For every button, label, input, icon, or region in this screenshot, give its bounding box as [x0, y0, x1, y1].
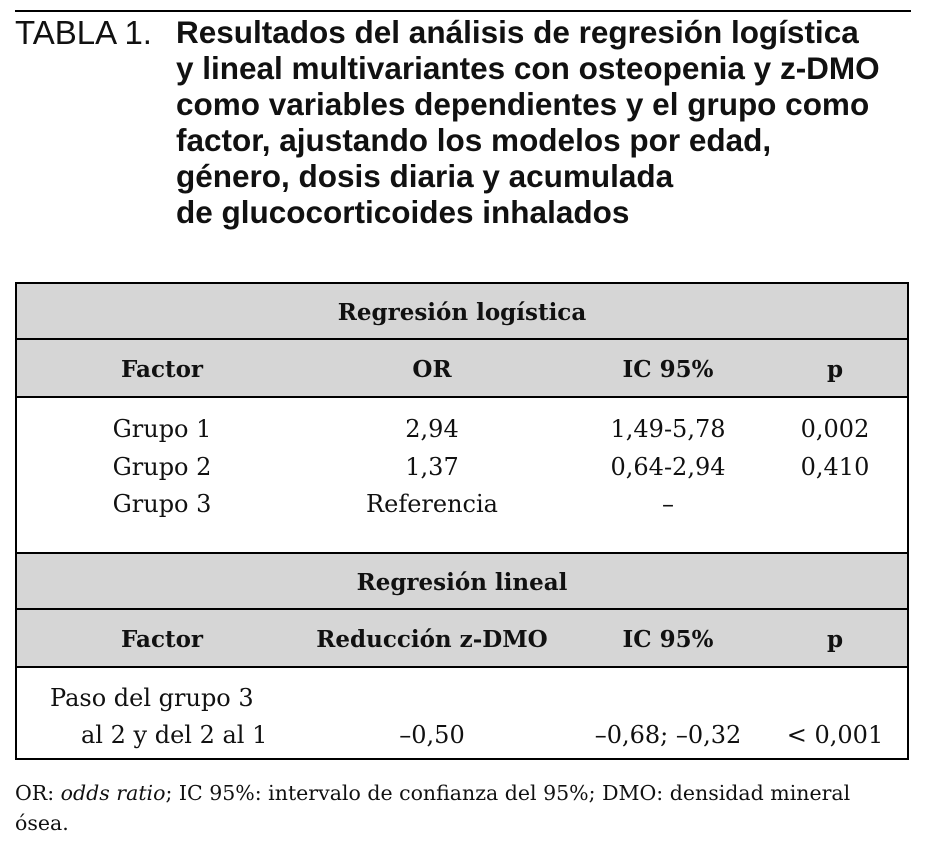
col-header-factor: Factor [120, 356, 204, 383]
linear-row-factor-line1: Paso del grupo 3 [50, 684, 254, 712]
caption-title [176, 14, 916, 230]
logistic-row-1-p: 0,002 [800, 415, 870, 443]
divider [17, 396, 907, 398]
logistic-row-2-factor: Grupo 2 [112, 453, 212, 481]
top-rule [15, 10, 911, 12]
logistic-row-2-ic: 0,64-2,94 [610, 453, 726, 481]
logistic-row-1-or: 2,94 [405, 415, 459, 443]
caption-title-line: Resultados del análisis de regresión logística [176, 14, 859, 50]
logistic-row-1-ic: 1,49-5,78 [610, 415, 726, 443]
footnote-text: ; IC 95%: intervalo de confianza del 95%; DMO: densidad mineral [165, 781, 851, 805]
caption-title-line: como variables dependientes y el grupo como [176, 86, 870, 122]
logistic-row-3-or: Referencia [366, 490, 498, 518]
col-header-or: OR [412, 356, 452, 383]
logistic-section-title: Regresión logística [337, 299, 587, 326]
caption-title-line: y lineal multivariantes con osteopenia y z-DMO [176, 50, 880, 86]
divider [17, 338, 907, 340]
linear-row-ic: –0,68; –0,32 [594, 721, 742, 749]
linear-row-factor-line2: al 2 y del 2 al 1 [81, 721, 268, 749]
caption-label: TABLA 1. [15, 14, 152, 51]
caption-title-line: género, dosis diaria y acumulada [176, 158, 674, 194]
footnote-line-1 [15, 778, 915, 808]
logistic-row-2-p: 0,410 [800, 453, 870, 481]
col-header-factor: Factor [120, 626, 204, 653]
logistic-row-1-factor: Grupo 1 [112, 415, 212, 443]
logistic-row-3-ic: – [662, 490, 674, 518]
logistic-row-2-or: 1,37 [405, 453, 459, 481]
col-header-p: p [826, 356, 844, 383]
results-table [15, 282, 909, 760]
linear-row-p: < 0,001 [786, 721, 884, 749]
caption-title-line: factor, ajustando los modelos por edad, [176, 122, 772, 158]
footnote-text: OR: [15, 781, 61, 805]
footnote-italic-term: odds ratio [60, 781, 166, 805]
table-footnote [15, 778, 915, 838]
col-header-reduction: Reducción z-DMO [316, 626, 548, 653]
divider [17, 666, 907, 668]
footnote-line-2: ósea. [15, 811, 69, 835]
col-header-ic: IC 95% [622, 626, 714, 653]
col-header-p: p [826, 626, 844, 653]
logistic-row-3-factor: Grupo 3 [112, 490, 212, 518]
col-header-ic: IC 95% [622, 356, 714, 383]
divider [17, 608, 907, 610]
caption-title-line: de glucocorticoides inhalados [176, 194, 630, 230]
linear-section-title: Regresión lineal [356, 569, 568, 596]
linear-row-reduction: –0,50 [399, 721, 465, 749]
